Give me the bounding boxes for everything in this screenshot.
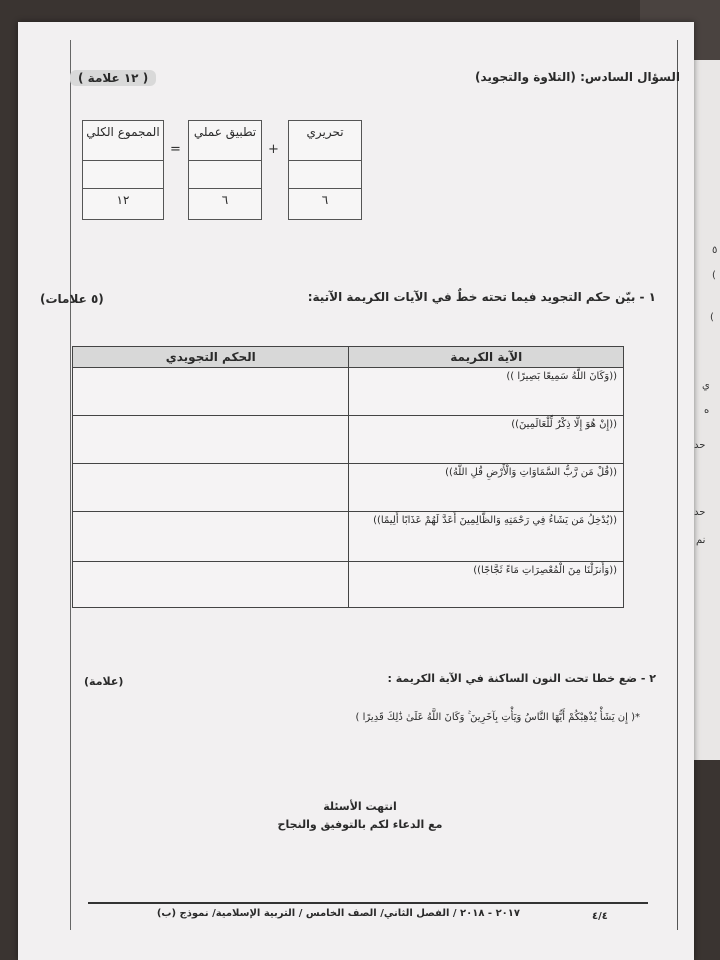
column-header-verse: الآية الكريمة [349,347,624,368]
question-marks: ( ١٢ علامة ) [70,70,156,86]
answer-cell[interactable] [73,512,349,562]
table-row [73,512,624,562]
score-box-written [288,120,362,220]
answer-cell[interactable] [73,464,349,512]
closing-end-of-questions: انتهت الأسئلة [323,800,397,813]
background-paper-edge: ٥ ( ( ي ه حد حد نم [690,60,720,760]
section1-marks: (٥ علامات) [40,292,104,306]
page-number: ٤/٤ [592,911,608,922]
score-box-practical [188,120,262,220]
table-row [73,416,624,464]
table-row [73,464,624,512]
footer-divider [88,902,648,904]
score-box-value: ١٢ [116,193,130,207]
answer-cell[interactable] [73,416,349,464]
score-box-label: المجموع الكلي [83,121,163,161]
verse-cell: ((قُلْ مَن رَّبُّ السَّمَاوَاتِ وَالْأَرْضِ قُلِ اللَّهُ)) [349,464,624,512]
score-box-label: تحريري [289,121,361,161]
plus-operator: + [268,142,279,157]
score-box-value: ٦ [321,193,329,207]
section2-marks: (علامة) [84,675,124,688]
score-box-blank [189,161,261,189]
column-header-ruling: الحكم التجويدي [73,347,349,368]
table-row [73,368,624,416]
answer-cell[interactable] [73,368,349,416]
score-box-blank [83,161,163,189]
section2-instruction: ٢ - ضع خطا تحت النون الساكنة في الآية الكريمة : [387,672,656,685]
score-box-value: ٦ [221,193,229,207]
score-box-total [82,120,164,220]
verse-cell: ((وَأَنزَلْنَا مِنَ الْمُعْصِرَاتِ مَاءً ثَجَّاجًا)) [349,562,624,608]
question-title: السؤال السادس: (التلاوة والتجويد) [475,70,680,84]
verse-cell: ((إِنْ هُوَ إِلَّا ذِكْرٌ لِّلْعَالَمِينَ)) [349,416,624,464]
footer-info: ٢٠١٧ - ٢٠١٨ / الفصل الثاني/ الصف الخامس / التربية الإسلامية/ نموذج (ب) [156,908,520,919]
closing-wishes: مع الدعاء لكم بالتوفيق والنجاح [277,818,443,831]
verse-cell: ((يُدْخِلُ مَن يَشَاءُ فِي رَحْمَتِهِ وَالظَّالِمِينَ أَعَدَّ لَهُمْ عَذَابًا أَلِيمًا)) [349,512,624,562]
verse-cell: ((وَكَانَ اللَّهُ سَمِيعًا بَصِيرًا )) [349,368,624,416]
score-box-label: تطبيق عملي [189,121,261,161]
table-row [73,562,624,608]
section1-instruction: ١ - بيّن حكم التجويد فيما تحته خطٌ في الآيات الكريمة الآتية: [307,290,656,304]
answer-cell[interactable] [73,562,349,608]
section2-verse: *( إِن يَشَأْ يُذْهِبْكُمْ أَيُّهَا النَّاسُ وَيَأْتِ بِآخَرِينَ ۚ وَكَانَ اللَّهُ عَلَىٰ ذَٰلِكَ قَدِيرًا ) [355,712,640,723]
score-box-blank [289,161,361,189]
equals-operator: = [170,142,181,157]
tajweed-table [72,346,624,608]
